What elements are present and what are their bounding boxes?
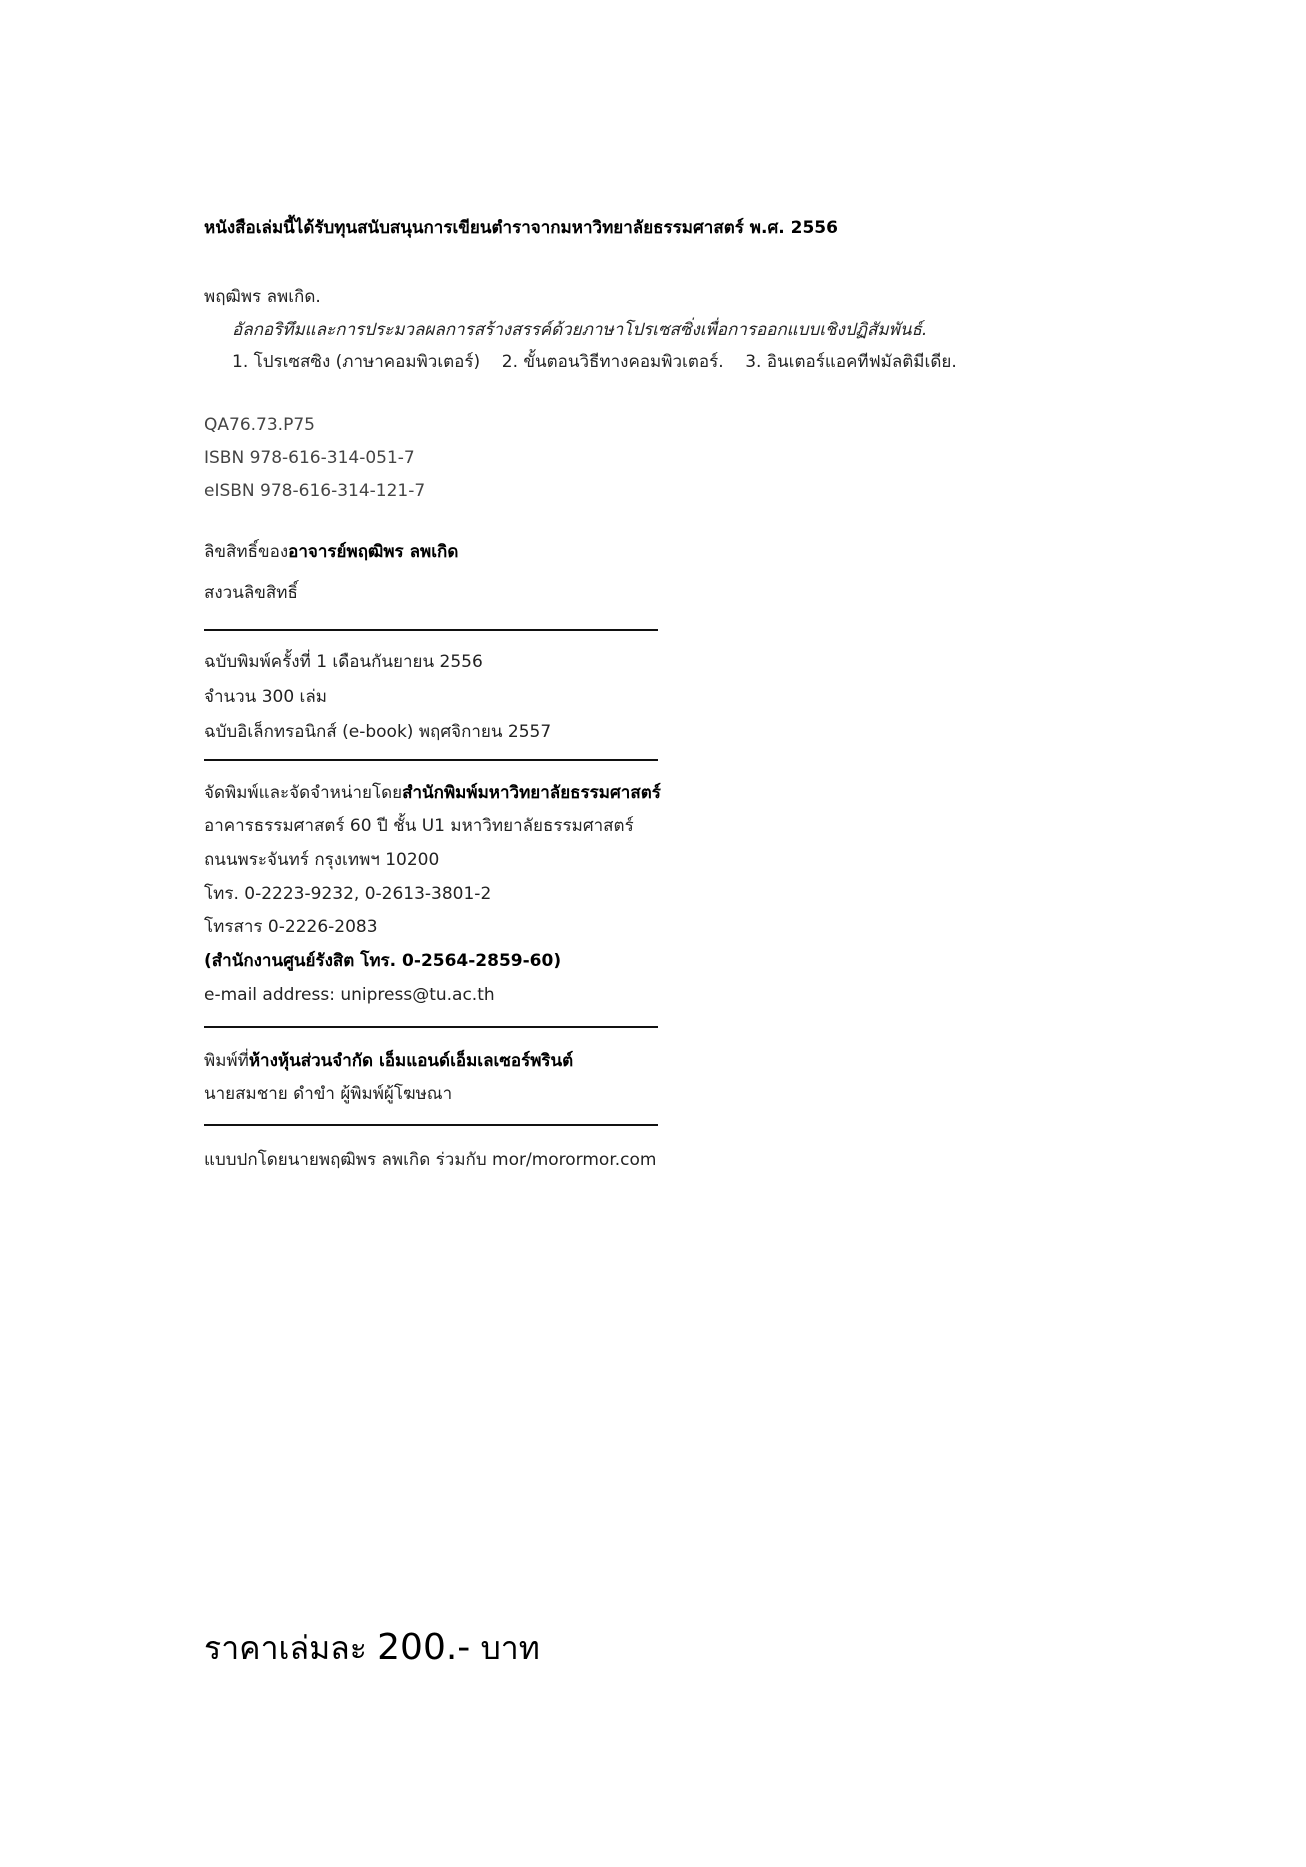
funding-note: หนังสือเล่มนี้ได้รับทุนสนับสนุนการเขียนตำราจากมหาวิทยาลัยธรรมศาสตร์ พ.ศ. 2556 xyxy=(204,218,838,238)
publisher-address-1: อาคารธรรมศาสตร์ 60 ปี ชั้น U1 มหาวิทยาลัยธรรมศาสตร์ xyxy=(204,816,634,836)
copyright-owner: อาจารย์พฤฒิพร ลพเกิด xyxy=(288,542,459,562)
publisher-name: สำนักพิมพ์มหาวิทยาลัยธรรมศาสตร์ xyxy=(402,783,661,803)
divider xyxy=(204,1026,658,1028)
publisher-prefix: จัดพิมพ์และจัดจำหน่ายโดย xyxy=(204,783,403,803)
printer-line xyxy=(204,1049,573,1073)
publisher-line xyxy=(204,781,661,805)
price-prefix: ราคาเล่มละ xyxy=(204,1629,378,1667)
price-suffix: บาท xyxy=(470,1629,540,1667)
copyright-prefix: ลิขสิทธิ์ของ xyxy=(204,542,289,562)
printer-prefix: พิมพ์ที่ xyxy=(204,1051,249,1071)
printer-name: ห้างหุ้นส่วนจำกัด เอ็มแอนด์เอ็มเลเซอร์พรินต์ xyxy=(248,1051,574,1071)
catalog-subjects: 1. โปรเซสซิง (ภาษาคอมพิวเตอร์) 2. ขั้นตอนวิธีทางคอมพิวเตอร์. 3. อินเตอร์แอคทีฟมัลติมีเดีย. xyxy=(232,352,957,372)
publisher-rangsit: (สำนักงานศูนย์รังสิต โทร. 0-2564-2859-60) xyxy=(204,951,562,971)
publisher-phone: โทร. 0-2223-9232, 0-2613-3801-2 xyxy=(204,884,492,904)
isbn: ISBN 978-616-314-051-7 xyxy=(204,448,415,468)
printer-person: นายสมชาย ดำขำ ผู้พิมพ์ผู้โฆษณา xyxy=(204,1084,453,1104)
divider xyxy=(204,1124,658,1126)
rights-reserved: สงวนลิขสิทธิ์ xyxy=(204,583,298,603)
copyright-line xyxy=(204,540,458,564)
edition-ebook: ฉบับอิเล็กทรอนิกส์ (e-book) พฤศจิกายน 2557 xyxy=(204,722,552,742)
catalog-author: พฤฒิพร ลพเกิด. xyxy=(204,287,321,307)
call-number: QA76.73.P75 xyxy=(204,415,315,435)
catalog-title: อัลกอริทึมและการประมวลผลการสร้างสรรค์ด้วยภาษาโปรเซสซิ่งเพื่อการออกแบบเชิงปฏิสัมพันธ์. xyxy=(232,320,928,340)
publisher-address-2: ถนนพระจันทร์ กรุงเทพฯ 10200 xyxy=(204,850,440,870)
price xyxy=(204,1626,540,1670)
divider xyxy=(204,629,658,631)
eisbn: eISBN 978-616-314-121-7 xyxy=(204,481,426,501)
edition-copies: จำนวน 300 เล่ม xyxy=(204,687,327,707)
publisher-email: e-mail address: unipress@tu.ac.th xyxy=(204,985,495,1005)
divider xyxy=(204,759,658,761)
publisher-fax: โทรสาร 0-2226-2083 xyxy=(204,917,378,937)
edition-first: ฉบับพิมพ์ครั้งที่ 1 เดือนกันยายน 2556 xyxy=(204,652,483,672)
cover-credit: แบบปกโดยนายพฤฒิพร ลพเกิด ร่วมกับ mor/morormor.com xyxy=(204,1150,657,1170)
price-amount: 200.- xyxy=(377,1627,471,1668)
